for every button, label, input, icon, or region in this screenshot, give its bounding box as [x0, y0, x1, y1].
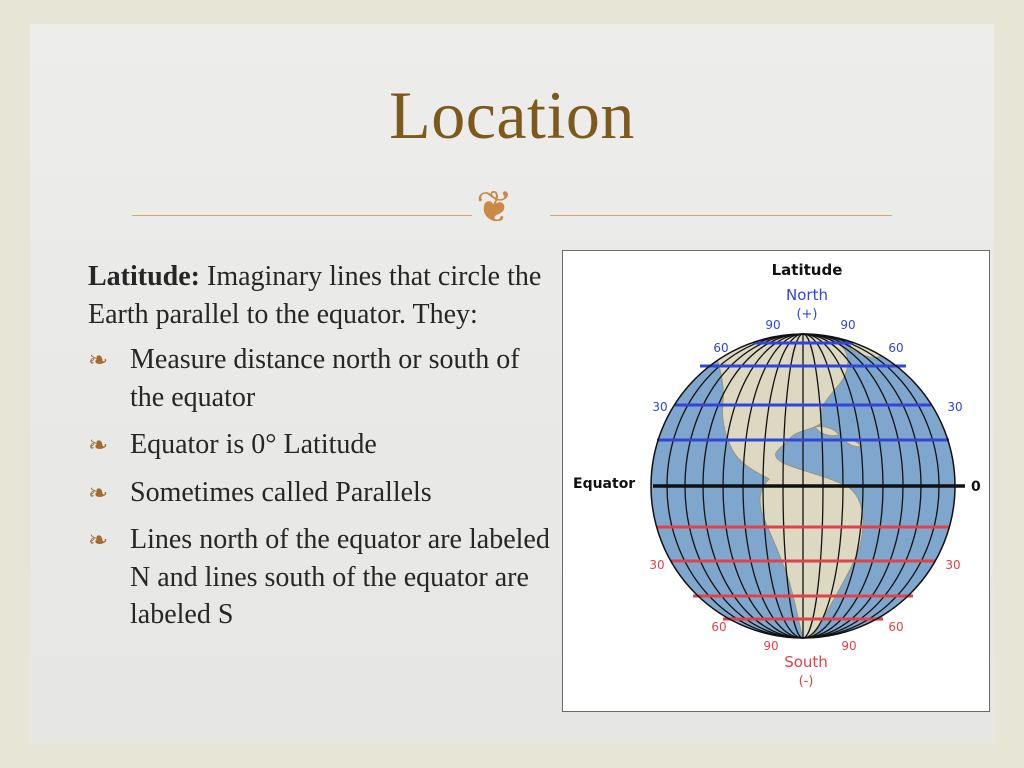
list-item	[88, 474, 553, 512]
equator-label: Equator	[573, 476, 636, 492]
north-sign: (+)	[796, 307, 818, 322]
slide-title: Location	[389, 77, 635, 153]
tick-label-60: 60	[713, 341, 729, 355]
south-sign: (-)	[798, 674, 814, 689]
list-item	[88, 426, 553, 464]
bullet-text: Sometimes called Parallels	[130, 476, 432, 508]
body-text	[88, 258, 553, 644]
tick-label-90: 90	[841, 639, 857, 653]
bullet-text: Equator is 0° Latitude	[130, 429, 377, 461]
divider-line-right	[550, 215, 892, 216]
divider-line-left	[132, 215, 472, 216]
tick-label-60: 60	[711, 620, 727, 634]
latitude-figure	[562, 250, 990, 712]
list-item	[88, 521, 553, 634]
tick-label-30: 30	[945, 558, 961, 572]
latitude-globe-diagram	[563, 251, 989, 711]
bullet-list	[88, 341, 553, 634]
bullet-icon: ❧	[88, 431, 109, 460]
figure-heading: Latitude	[771, 261, 843, 279]
tick-label-90: 90	[840, 318, 856, 332]
tick-label-30: 30	[649, 558, 665, 572]
intro-term: Latitude:	[88, 261, 200, 292]
intro-text: Imaginary lines that circle the Earth parallel to the equator. They:	[88, 261, 542, 330]
title-divider	[132, 182, 892, 238]
bullet-text: Lines north of the equator are labeled N and lines south of the equator are labeled S	[130, 524, 550, 631]
flourish-icon: ❦	[476, 182, 513, 233]
bullet-icon: ❧	[88, 478, 109, 507]
bullet-icon: ❧	[88, 526, 109, 555]
list-item	[88, 341, 553, 416]
intro-paragraph	[88, 258, 553, 333]
bullet-icon: ❧	[88, 346, 109, 375]
tick-label-90: 90	[765, 318, 781, 332]
tick-label-30: 30	[947, 400, 963, 414]
tick-label-60: 60	[888, 341, 904, 355]
south-label: South	[784, 653, 828, 671]
tick-label-60: 60	[888, 620, 904, 634]
tick-label-30: 30	[652, 400, 668, 414]
equator-value: 0	[971, 479, 981, 495]
north-label: North	[786, 286, 828, 304]
tick-label-90: 90	[763, 639, 779, 653]
bullet-text: Measure distance north or south of the equator	[130, 344, 520, 413]
